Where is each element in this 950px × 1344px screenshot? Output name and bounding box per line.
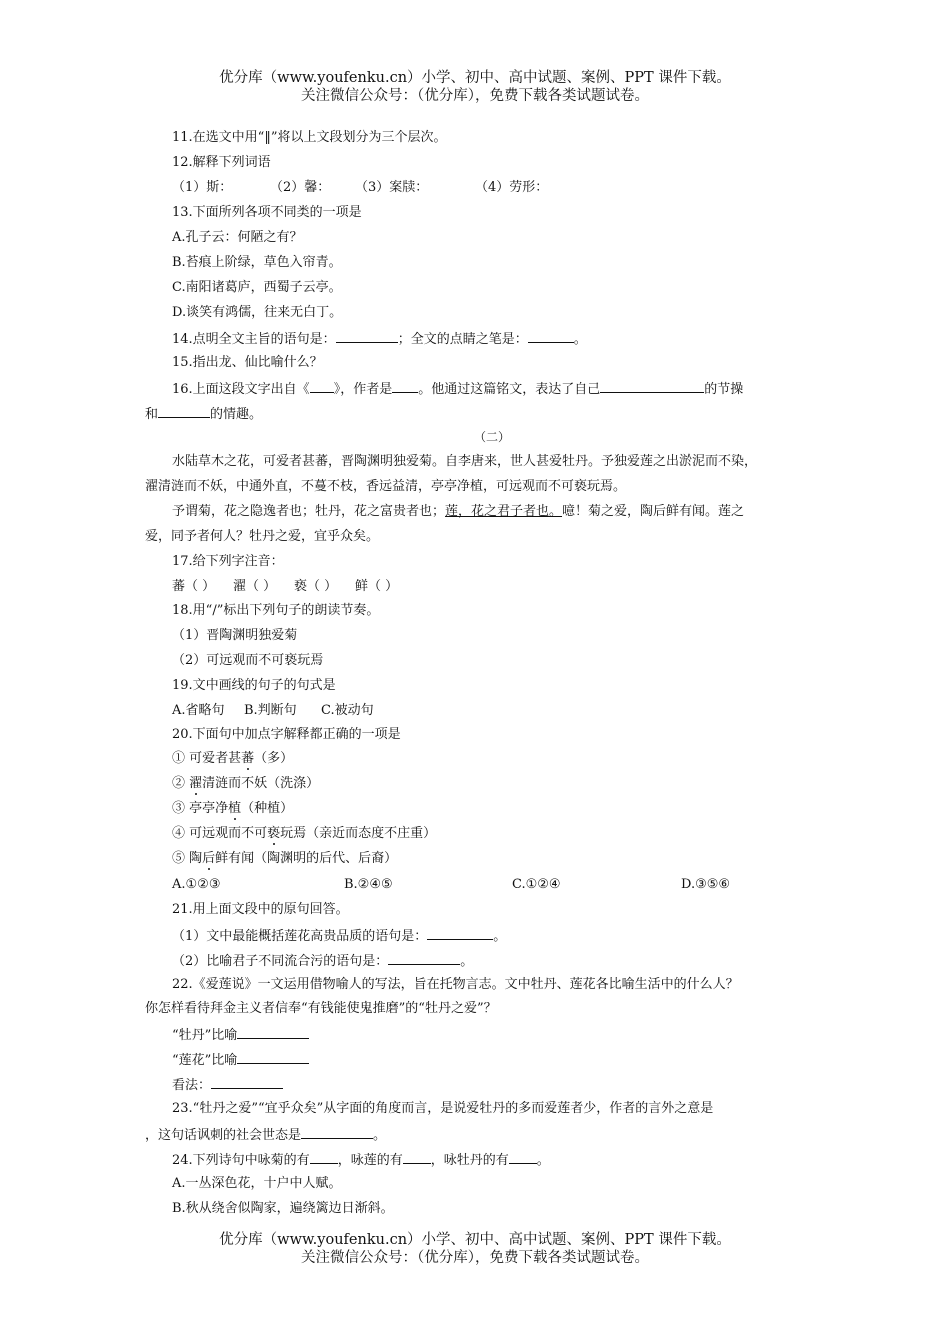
- question-14: [172, 330, 587, 348]
- question-13-option-d: D.谈笑有鸿儒，往来无白丁。: [172, 305, 343, 320]
- question-12-stem: 12.解释下列词语: [172, 155, 271, 170]
- item-text: ，咏莲的有: [337, 1153, 403, 1168]
- question-23-line-1: 23.“牡丹之爱”“宜乎众矣”从字面的角度而言，是说爱牡丹的多而爱莲者少，作者的言外之意是: [172, 1101, 714, 1116]
- answer-blank[interactable]: [237, 1026, 309, 1039]
- item-text: 鲜有闻（陶渊明的后代、后裔）: [215, 851, 398, 866]
- header-line-2: 关注微信公众号：（优分库），免费下载各类试题试卷。: [301, 88, 649, 104]
- question-17-item-3: 亵（ ）: [294, 579, 338, 594]
- question-16-line-2: [145, 405, 262, 423]
- item-text: ⑤ 陶: [172, 851, 203, 866]
- passage-text: 噫！菊之爱，陶后鲜有闻。莲之: [562, 504, 745, 519]
- question-20-option-b: B.②④⑤: [344, 877, 393, 892]
- item-text: ① 可爱者甚: [172, 751, 242, 766]
- question-17-stem: 17.给下列字注音：: [172, 554, 284, 569]
- item-text: （种植）: [241, 801, 294, 816]
- question-14-text-a: 14.点明全文主旨的语句是：: [172, 332, 336, 347]
- question-18-item-1: （1）晋陶渊明独爱菊: [172, 628, 298, 643]
- question-23-line-2: [145, 1126, 386, 1144]
- dotted-char: 植: [228, 801, 242, 816]
- question-20-item-2: [172, 776, 319, 792]
- question-20-item-4: [172, 826, 436, 842]
- question-20-stem: 20.下面句中加点字解释都正确的一项是: [172, 727, 401, 742]
- question-22-line-2: 你怎样看待拜金主义者信奉“有钱能使鬼推磨”的“牡丹之爱”？: [145, 1001, 497, 1016]
- question-16-text-a: 16.上面这段文字出自《: [172, 382, 310, 397]
- answer-blank[interactable]: [427, 927, 493, 940]
- question-16-line-1: [172, 380, 743, 398]
- answer-blank[interactable]: [600, 380, 704, 393]
- question-21-stem: 21.用上面文段中的原句回答。: [172, 902, 349, 917]
- question-16-text-c: 。他通过这篇铭文，表达了自己: [418, 382, 601, 397]
- question-12-item-1: （1）斯：: [172, 180, 233, 195]
- answer-blank[interactable]: [403, 1151, 431, 1164]
- answer-blank[interactable]: [392, 380, 418, 393]
- question-16-text-f: 的情趣。: [210, 407, 263, 422]
- header-line-1: 优分库（www.youfenku.cn）小学、初中、高中试题、案例、PPT 课件下载。: [219, 70, 731, 86]
- question-14-text-b: ；全文的点睛之笔是：: [397, 332, 528, 347]
- item-text: ，这句话讽刺的社会世态是: [145, 1128, 302, 1143]
- answer-blank[interactable]: [310, 380, 334, 393]
- question-13-option-b: B.苔痕上阶绿，草色入帘青。: [172, 255, 342, 270]
- underlined-sentence: 莲，花之君子者也。: [445, 504, 563, 519]
- question-20-item-5: [172, 851, 397, 867]
- question-20-option-c: C.①②④: [512, 877, 561, 892]
- answer-blank[interactable]: [336, 330, 398, 343]
- dotted-char: 亵: [267, 826, 281, 841]
- item-text: 。: [460, 954, 474, 969]
- question-12-item-2: （2）馨：: [270, 180, 331, 195]
- item-text: 玩焉（亲近而态度不庄重）: [280, 826, 437, 841]
- question-16-text-e: 和: [145, 407, 159, 422]
- passage-p1-line-2: 濯清涟而不妖，中通外直，不蔓不枝，香远益清，亭亭净植，可远观而不可亵玩焉。: [145, 479, 627, 494]
- answer-blank[interactable]: [158, 405, 210, 418]
- question-22-peony: [172, 1026, 309, 1044]
- question-13-stem: 13.下面所列各项不同类的一项是: [172, 205, 362, 220]
- question-22-view: [172, 1076, 283, 1094]
- item-text: ，咏牡丹的有: [430, 1153, 509, 1168]
- item-text: ④ 可远观而不可: [172, 826, 268, 841]
- answer-blank[interactable]: [310, 1151, 338, 1164]
- question-21-item-1: [172, 927, 506, 945]
- footer-line-2: 关注微信公众号：（优分库），免费下载各类试题试卷。: [301, 1250, 649, 1266]
- dotted-char: 后: [202, 851, 216, 866]
- item-text: 。: [493, 929, 507, 944]
- item-text: 24.下列诗句中咏菊的有: [172, 1153, 310, 1168]
- question-22-lotus: [172, 1051, 309, 1069]
- question-19-option-a: A.省略句: [172, 703, 225, 718]
- item-text: ②: [172, 776, 190, 791]
- answer-blank[interactable]: [509, 1151, 537, 1164]
- question-17-item-4: 鲜（ ）: [355, 579, 399, 594]
- question-24-option-a: A.一丛深色花，十户中人赋。: [172, 1176, 342, 1191]
- dotted-char: 濯: [189, 776, 203, 791]
- question-24-option-b: B.秋从绕舍似陶家，遍绕篱边日渐斜。: [172, 1201, 394, 1216]
- answer-blank[interactable]: [301, 1126, 373, 1139]
- section-heading: （二）: [474, 430, 511, 444]
- question-11: 11.在选文中用“‖”将以上文段划分为三个层次。: [172, 130, 447, 145]
- question-22-line-1: 22.《爱莲说》一文运用借物喻人的写法，旨在托物言志。文中牡丹、莲花各比喻生活中的什么人？: [172, 977, 739, 992]
- question-20-option-a: A.①②③: [172, 877, 221, 892]
- item-text: （多）: [254, 751, 294, 766]
- item-text: “莲花”比喻: [172, 1053, 238, 1068]
- item-text: 看法：: [172, 1078, 212, 1093]
- question-16-text-b: 》，作者是: [333, 382, 393, 397]
- question-15: 15.指出龙、仙比喻什么？: [172, 355, 323, 370]
- question-14-text-c: 。: [573, 332, 587, 347]
- footer-line-1: 优分库（www.youfenku.cn）小学、初中、高中试题、案例、PPT 课件下载。: [219, 1232, 731, 1248]
- question-19-stem: 19.文中画线的句子的句式是: [172, 678, 336, 693]
- item-text: 清涟而不妖（洗涤）: [202, 776, 320, 791]
- item-text: “牡丹”比喻: [172, 1028, 238, 1043]
- question-12-item-3: （3）案牍：: [355, 180, 429, 195]
- passage-p1-line-1: 水陆草木之花，可爱者甚蕃，晋陶渊明独爱菊。自李唐来，世人甚爱牡丹。予独爱莲之出淤泥而不染，: [172, 454, 758, 469]
- item-text: （2）比喻君子不同流合污的语句是：: [172, 954, 389, 969]
- question-24-stem: [172, 1151, 550, 1169]
- question-18-item-2: （2）可远观而不可亵玩焉: [172, 653, 324, 668]
- passage-p2-line-1: [172, 504, 744, 520]
- question-12-item-4: （4）劳形：: [475, 180, 549, 195]
- dotted-char: 蕃: [241, 751, 255, 766]
- question-19-option-b: B.判断句: [244, 703, 297, 718]
- question-21-item-2: [172, 952, 473, 970]
- passage-text: 予谓菊，花之隐逸者也；牡丹，花之富贵者也；: [172, 504, 446, 519]
- question-13-option-c: C.南阳诸葛庐，西蜀子云亭。: [172, 280, 342, 295]
- answer-blank[interactable]: [211, 1076, 283, 1089]
- answer-blank[interactable]: [237, 1051, 309, 1064]
- item-text: 。: [373, 1128, 387, 1143]
- question-19-option-c: C.被动句: [321, 703, 374, 718]
- question-16-text-d: 的节操: [704, 382, 744, 397]
- question-20-item-1: [172, 751, 293, 767]
- question-17-item-1: 蕃（ ）: [172, 579, 216, 594]
- question-20-item-3: [172, 801, 293, 817]
- item-text: （1）文中最能概括莲花高贵品质的语句是：: [172, 929, 428, 944]
- question-18-stem: 18.用“/”标出下列句子的朗读节奏。: [172, 603, 380, 618]
- question-17-item-2: 濯（ ）: [233, 579, 277, 594]
- question-20-option-d: D.③⑤⑥: [681, 877, 731, 892]
- item-text: 。: [536, 1153, 550, 1168]
- item-text: ③ 亭亭净: [172, 801, 229, 816]
- question-13-option-a: A.孔子云：何陋之有？: [172, 230, 303, 245]
- passage-p2-line-2: 爱，同予者何人？牡丹之爱，宜乎众矣。: [145, 529, 380, 544]
- answer-blank[interactable]: [388, 952, 460, 965]
- answer-blank[interactable]: [528, 330, 574, 343]
